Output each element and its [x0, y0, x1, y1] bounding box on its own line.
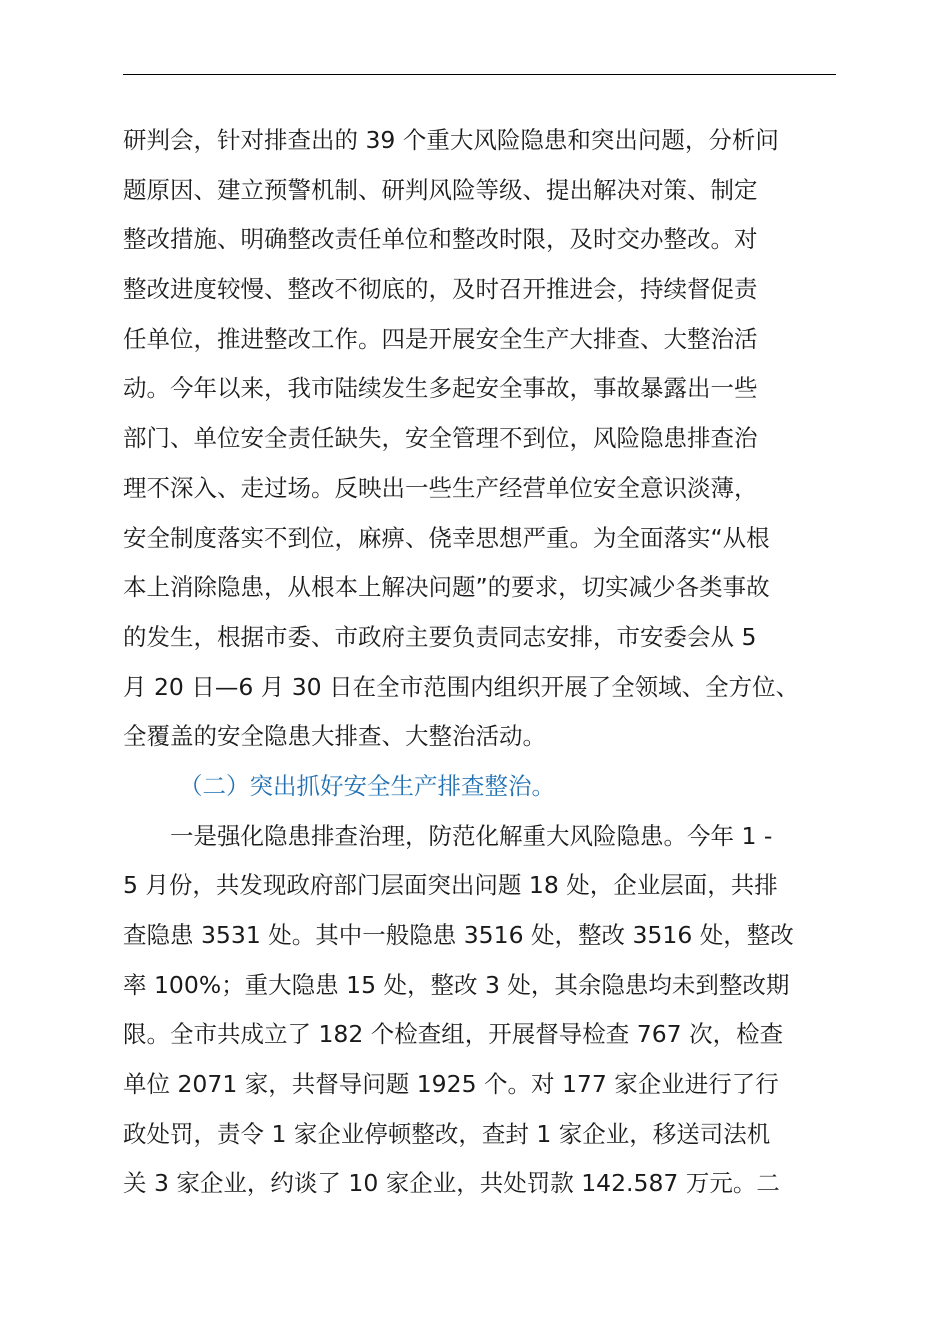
paragraph-line: 单位 2071 家，共督导问题 1925 个。对 177 家企业进行了行: [123, 1070, 779, 1099]
paragraph-line: 的发生，根据市委、市政府主要负责同志安排，市安委会从 5: [123, 622, 757, 651]
paragraph-line: 一是强化隐患排查治理，防范化解重大风险隐患。今年 1 -: [170, 821, 773, 850]
section-heading: （二）突出抓好安全生产排查整治。: [179, 771, 555, 800]
paragraph-line: 动。今年以来，我市陆续发生多起安全事故，事故暴露出一些: [123, 374, 758, 403]
paragraph-line: 5 月份，共发现政府部门层面突出问题 18 处，企业层面，共排: [123, 871, 778, 900]
paragraph-line: 安全制度落实不到位，麻痹、侥幸思想严重。为全面落实“从根: [123, 523, 770, 552]
document-body: [123, 116, 843, 1209]
paragraph-line: 整改措施、明确整改责任单位和整改时限，及时交办整改。对: [123, 225, 758, 254]
header-rule: [123, 74, 836, 75]
paragraph-line: 题原因、建立预警机制、研判风险等级、提出解决对策、制定: [123, 175, 758, 204]
paragraph-line: 全覆盖的安全隐患大排查、大整治活动。: [123, 722, 546, 751]
paragraph-line: 率 100%；重大隐患 15 处，整改 3 处，其余隐患均未到整改期: [123, 970, 790, 999]
paragraph-line: 关 3 家企业，约谈了 10 家企业，共处罚款 142.587 万元。二: [123, 1169, 780, 1198]
paragraph-line: 本上消除隐患，从根本上解决问题”的要求，切实减少各类事故: [123, 573, 770, 602]
paragraph-line: 任单位，推进整改工作。四是开展安全生产大排查、大整治活: [123, 324, 758, 353]
paragraph-line: 整改进度较慢、整改不彻底的，及时召开推进会，持续督促责: [123, 275, 758, 304]
paragraph-line: 政处罚，责令 1 家企业停顿整改，查封 1 家企业，移送司法机: [123, 1119, 771, 1148]
paragraph-line: 查隐患 3531 处。其中一般隐患 3516 处，整改 3516 处，整改: [123, 921, 794, 949]
paragraph-line: 部门、单位安全责任缺失，安全管理不到位，风险隐患排查治: [123, 424, 758, 453]
paragraph-line: 理不深入、走过场。反映出一些生产经营单位安全意识淡薄，: [123, 473, 758, 502]
paragraph-line: 研判会，针对排查出的 39 个重大风险隐患和突出问题，分析问: [123, 126, 779, 154]
paragraph-line: 限。全市共成立了 182 个检查组，开展督导检查 767 次，检查: [123, 1020, 784, 1049]
paragraph-line: 月 20 日—6 月 30 日在全市范围内组织开展了全领域、全方位、: [123, 672, 800, 701]
